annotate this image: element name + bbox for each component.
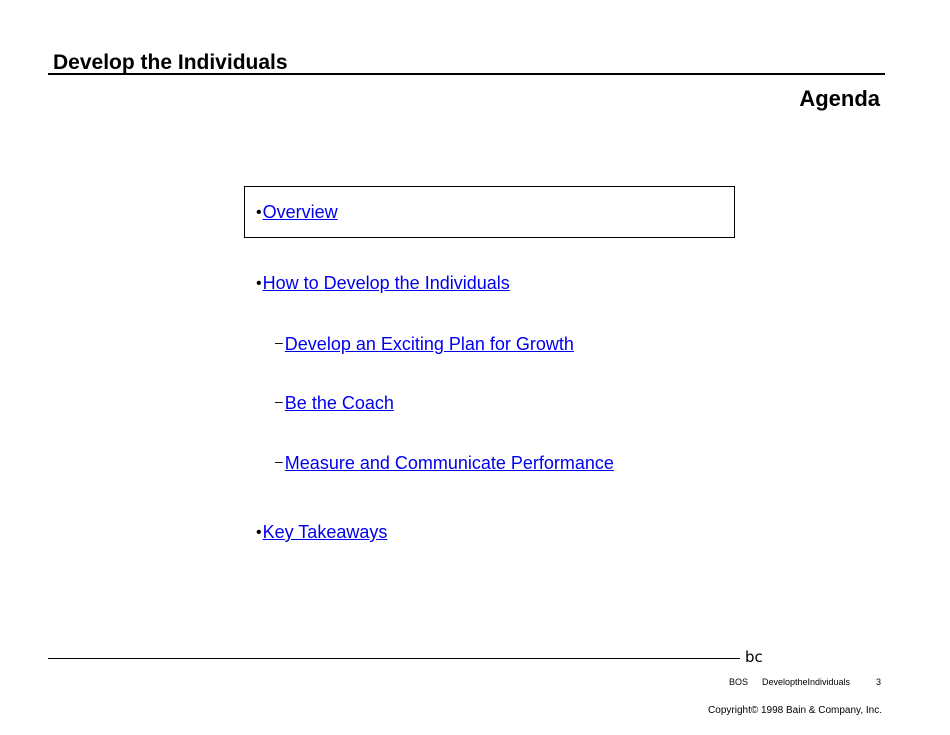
company-logo: bc: [745, 648, 763, 666]
page-title: Develop the Individuals: [53, 51, 288, 74]
agenda-subitem-be-the-coach: [275, 392, 394, 415]
agenda-item-key-takeaways: [256, 521, 387, 545]
footer-office: BOS: [729, 677, 749, 687]
section-heading: Agenda: [799, 86, 880, 111]
dash-icon: –: [275, 334, 283, 350]
agenda-link-be-the-coach[interactable]: Be the Coach: [284, 393, 394, 413]
footer-page-number: 3: [876, 677, 882, 687]
agenda-subitem-growth-plan: [275, 333, 574, 356]
bullet-icon: •: [256, 524, 262, 541]
agenda-link-measure-performance[interactable]: Measure and Communicate Performance: [284, 453, 614, 473]
agenda-item-how-to-develop: [256, 272, 510, 296]
dash-icon: –: [275, 393, 283, 409]
title-underline: [48, 73, 885, 75]
agenda-link-overview[interactable]: Overview: [262, 202, 338, 222]
dash-icon: –: [275, 453, 283, 469]
footer-rule: [48, 658, 740, 659]
agenda-link-key-takeaways[interactable]: Key Takeaways: [262, 522, 388, 542]
bullet-icon: •: [256, 204, 262, 221]
footer-file-name: DeveloptheIndividuals: [762, 677, 851, 687]
agenda-link-how-to-develop[interactable]: How to Develop the Individuals: [262, 273, 510, 293]
agenda-link-growth-plan[interactable]: Develop an Exciting Plan for Growth: [284, 334, 574, 354]
agenda-item-overview: [256, 201, 338, 225]
agenda-subitem-measure-performance: [275, 452, 614, 475]
copyright-notice: Copyright© 1998 Bain & Company, Inc.: [708, 705, 882, 716]
bullet-icon: •: [256, 275, 262, 292]
